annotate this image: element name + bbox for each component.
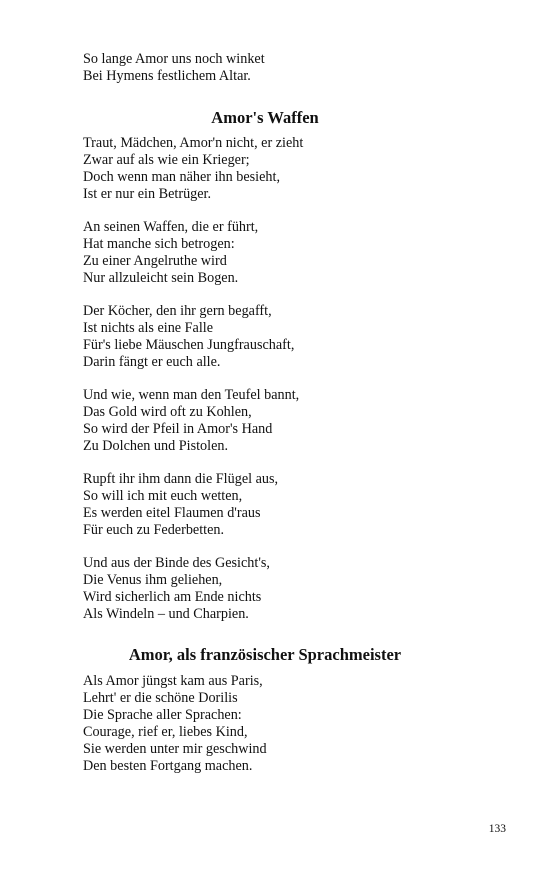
text-line: Das Gold wird oft zu Kohlen, <box>83 404 252 420</box>
text-line: Lehrt' er die schöne Dorilis <box>83 690 238 706</box>
text-line: Hat manche sich betrogen: <box>83 236 235 252</box>
text-line: So will ich mit euch wetten, <box>83 488 243 504</box>
text-line: Courage, rief er, liebes Kind, <box>83 724 248 740</box>
text-line: Die Sprache aller Sprachen: <box>83 707 242 723</box>
text-line: Den besten Fortgang machen. <box>83 758 253 774</box>
text-line: Rupft ihr ihm dann die Flügel aus, <box>83 471 279 487</box>
text-line: Bei Hymens festlichem Altar. <box>83 68 251 84</box>
text-line: Darin fängt er euch alle. <box>83 354 221 370</box>
text-line: Ist nichts als eine Falle <box>83 320 214 336</box>
page-number: 133 <box>488 823 506 835</box>
text-line: An seinen Waffen, die er führt, <box>83 219 259 235</box>
text-line: Zwar auf als wie ein Krieger; <box>83 152 250 168</box>
text-line: Die Venus ihm geliehen, <box>83 572 223 588</box>
text-line: Traut, Mädchen, Amor'n nicht, er zieht <box>83 135 304 151</box>
text-line: Zu einer Angelruthe wird <box>83 253 227 269</box>
text-line: Und wie, wenn man den Teufel bannt, <box>83 387 300 403</box>
text-line: Nur allzuleicht sein Bogen. <box>83 270 239 286</box>
poem-title: Amor's Waffen <box>211 108 319 127</box>
poem-title: Amor, als französischer Sprachmeister <box>128 645 402 664</box>
text-line: Als Amor jüngst kam aus Paris, <box>83 673 263 689</box>
text-line: Der Köcher, den ihr gern begafft, <box>83 303 272 319</box>
text-line: Ist er nur ein Betrüger. <box>83 186 212 202</box>
text-line: Und aus der Binde des Gesicht's, <box>83 555 270 571</box>
text-line: Zu Dolchen und Pistolen. <box>83 438 229 454</box>
text-line: Für's liebe Mäuschen Jungfrauschaft, <box>83 337 295 353</box>
text-line: Doch wenn man näher ihn besieht, <box>83 169 280 185</box>
text-line: Für euch zu Federbetten. <box>83 522 225 538</box>
text-line: Wird sicherlich am Ende nichts <box>83 589 262 605</box>
text-line: Sie werden unter mir geschwind <box>83 741 267 757</box>
text-line: So lange Amor uns noch winket <box>83 51 265 67</box>
text-line: So wird der Pfeil in Amor's Hand <box>83 421 273 437</box>
text-line: Es werden eitel Flaumen d'raus <box>83 505 261 521</box>
text-line: Als Windeln – und Charpien. <box>83 606 249 622</box>
